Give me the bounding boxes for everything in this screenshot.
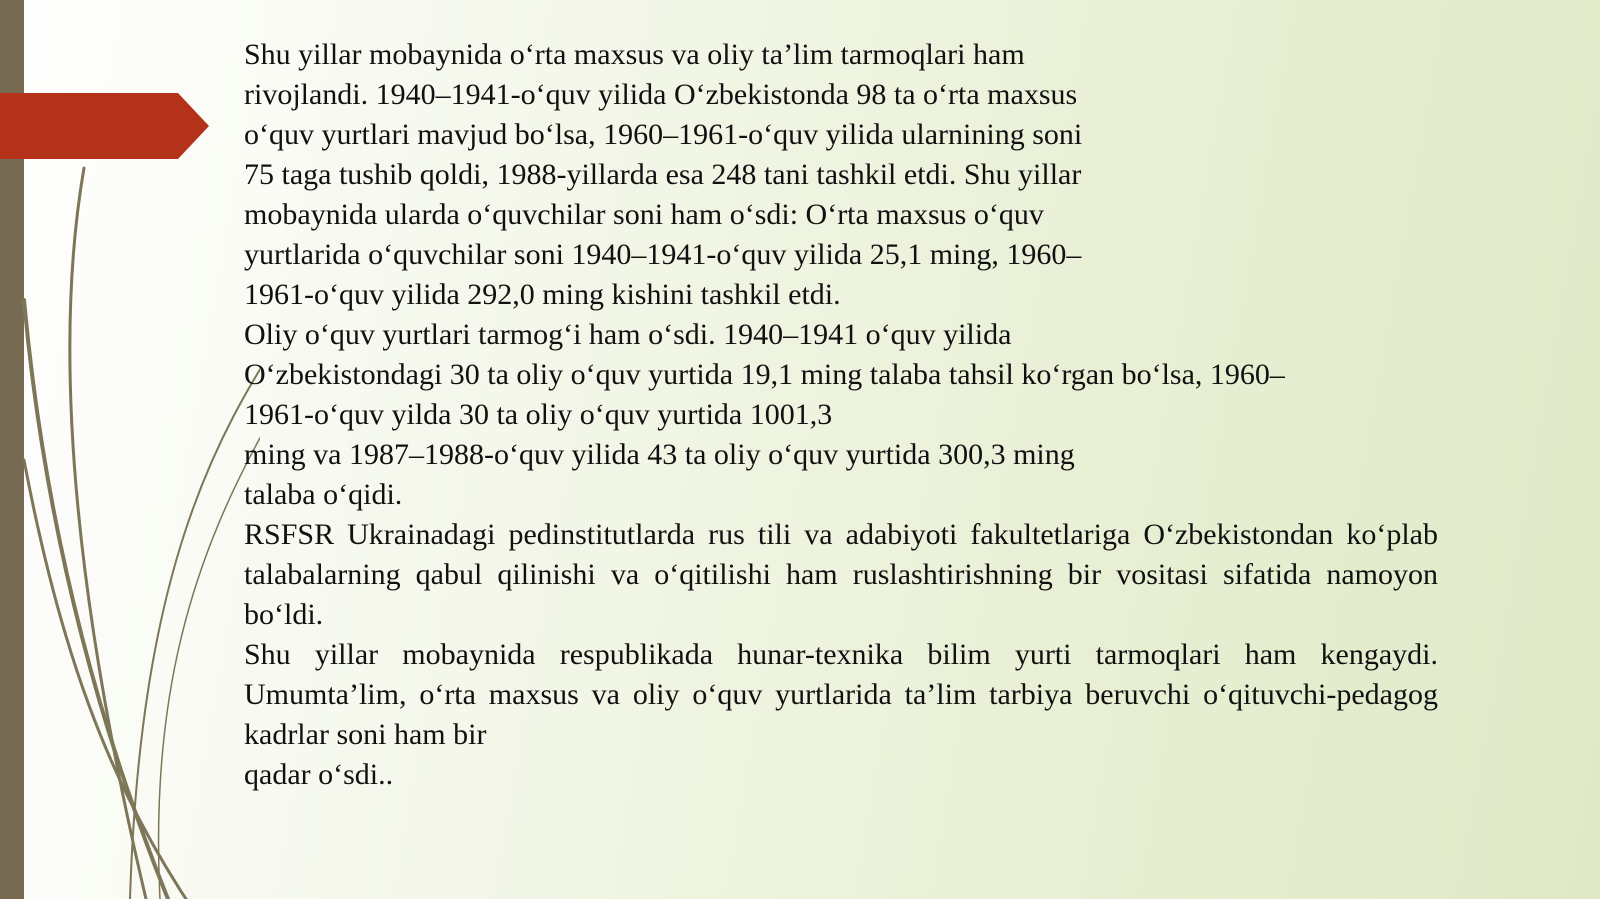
paragraph-vocational-technical: Shu yillar mobaynida respublikada hunar-texnika bilim yurti tarmoqlari ham kengaydi. Umumta’lim, o‘rta maxsus va oliy o‘quv yurtlarida ta’lim tarbiya beruvchi o‘qituvchi-pedagog kadrlar soni ham bir <box>244 638 1438 751</box>
paragraph-higher-education-students: ming va 1987–1988-o‘quv yilida 43 ta oliy o‘quv yurtida 300,3 ming talaba o‘qidi. <box>244 438 1075 511</box>
paragraph-closing: qadar o‘sdi.. <box>244 758 394 791</box>
slide-body-text <box>244 35 1438 795</box>
paragraph-secondary-vocational: Shu yillar mobaynida o‘rta maxsus va oliy ta’lim tarmoqlari ham rivojlandi. 1940–1941-o‘quv yilida O‘zbekistonda 98 ta o‘rta maxsus o‘quv yurtlari mavjud bo‘lsa, 1960–1961-o‘quv yilida ularnining soni 75 taga tushib qoldi, 1988-yillarda esa 248 tani tashkil etdi. Shu yillar mobaynida ularda o‘quvchilar soni ham o‘sdi: O‘rta maxsus o‘quv yurtlarida o‘quvchilar soni 1940–1941-o‘quv yilida 25,1 ming, 1960– 1961-o‘quv yilida 292,0 ming kishini tashkil etdi. <box>244 38 1083 311</box>
paragraph-higher-education-figures: 1961-o‘quv yilda 30 ta oliy o‘quv yurtida 1001,3 <box>244 398 833 431</box>
paragraph-higher-education-line: O‘zbekistondagi 30 ta oliy o‘quv yurtida 19,1 ming talaba tahsil ko‘rgan bo‘lsa, 1960– <box>244 358 1285 391</box>
paragraph-russification: RSFSR Ukrainadagi pedinstitutlarda rus tili va adabiyoti fakultetlariga O‘zbekistondan ko‘plab talabalarning qabul qilinishi va o‘qitilishi ham ruslashtirishning bir vositasi sifatida namoyon bo‘ldi. <box>244 518 1438 631</box>
red-arrow-banner-icon <box>0 0 260 899</box>
paragraph-higher-education-intro: Oliy o‘quv yurtlari tarmog‘i ham o‘sdi. 1940–1941 o‘quv yilida <box>244 318 1012 351</box>
